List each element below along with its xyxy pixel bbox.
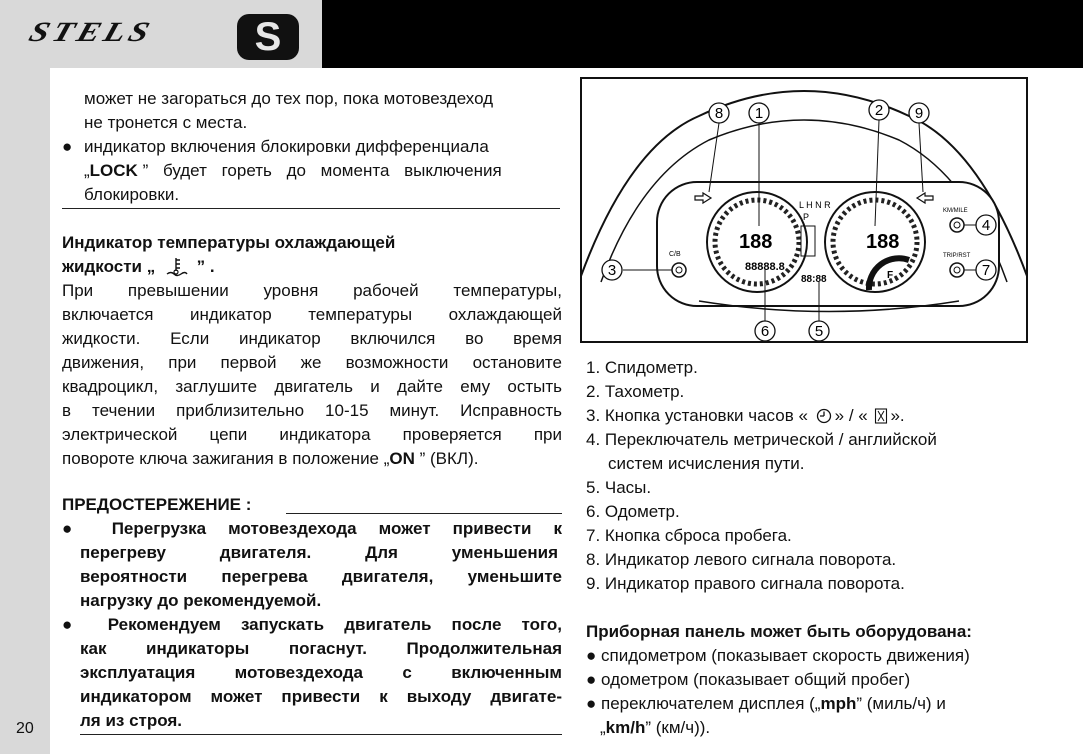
on-word: ON	[389, 449, 415, 468]
warning-2-line-4: индикатором может привести к выходу двигате-	[80, 687, 562, 706]
legend-9: 9. Индикатор правого сигнала поворота.	[586, 574, 905, 593]
on-after: ” (ВКЛ).	[419, 449, 479, 468]
equipment-heading: Приборная панель может быть оборудована:	[586, 622, 972, 641]
on-before: повороте ключа зажигания в положение „	[62, 449, 390, 468]
callout-9: 9	[914, 105, 924, 122]
switch-open: „	[600, 718, 606, 737]
divider	[62, 208, 560, 209]
legend-3	[586, 404, 905, 431]
temp-text-line-4: движения, при первой же возможности остановите	[62, 353, 562, 372]
equipment-item-3-cont	[600, 716, 710, 740]
temp-text-line-1: При превышении уровня рабочей температуры,	[62, 281, 562, 300]
lock-rest: ” будет гореть до момента выключения	[142, 161, 502, 180]
warning-2-line-2: как индикаторы погаснут. Продолжительная	[80, 639, 562, 658]
callout-6: 6	[760, 323, 770, 340]
warning-2-line-1: ● Рекомендуем запускать двигатель после того,	[62, 615, 562, 634]
equipment-item-2: ● одометром (показывает общий пробег)	[586, 670, 911, 689]
legend-7: 7. Кнопка сброса пробега.	[586, 526, 792, 545]
warning-1-line-2: перегреву двигателя. Для уменьшения	[80, 543, 558, 562]
odometer-digits: 88888.8	[745, 261, 785, 273]
warning-2-line-5: ля из строя.	[80, 711, 183, 730]
callout-7: 7	[981, 262, 991, 279]
switch-mph: mph	[820, 694, 857, 713]
temp-text-line-6: в течении приблизительно 10-15 минут. Исправность	[62, 401, 562, 420]
brand-area	[0, 0, 322, 68]
lock-bullet-line-3: блокировки.	[84, 185, 180, 204]
temp-heading-line-1: Индикатор температуры охлаждающей	[62, 233, 396, 252]
temp-text-line-3: жидкости. Если индикатор включился во время	[62, 329, 562, 348]
warning-1-line-4: нагрузку до рекомендуемой.	[80, 591, 322, 610]
temp-text-line-2: включается индикатор температуры охлаждающей	[62, 305, 562, 324]
temp-heading-close: ” .	[196, 257, 215, 276]
callout-4: 4	[981, 217, 991, 234]
temp-heading-text: жидкости „	[62, 257, 156, 276]
legend-8: 8. Индикатор левого сигнала поворота.	[586, 550, 897, 569]
switch-middle: ” (миль/ч) и	[856, 694, 946, 713]
legend-3-end: ».	[890, 406, 905, 425]
bottom-rule	[80, 734, 562, 735]
intro-line-1: может не загораться до тех пор, пока мотовездеход	[84, 89, 494, 108]
tachometer-digits: 188	[866, 231, 900, 253]
warning-heading-line	[286, 513, 562, 514]
switch-kmh: km/h	[605, 718, 646, 737]
legend-1: 1. Спидометр.	[586, 358, 698, 377]
lock-bullet-line-2	[84, 159, 502, 183]
clock-digits: 88:88	[801, 274, 827, 285]
legend-3-mid: » / «	[834, 406, 868, 425]
legend-4: 4. Переключатель метрической / английской	[586, 430, 937, 449]
page-number: 20	[16, 720, 34, 737]
lock-bullet-line-1: индикатор включения блокировки дифференциала	[84, 137, 489, 156]
unit-button-label: KM/MILE	[943, 208, 968, 214]
temp-text-line-5: квадроцикл, заглушите двигатель и дайте ему остыть	[62, 377, 562, 396]
legend-5: 5. Часы.	[586, 478, 652, 497]
equipment-item-1: ● спидометром (показывает скорость движения)	[586, 646, 970, 665]
lock-bullet-mark: ●	[62, 137, 73, 156]
quote-open: „	[84, 161, 90, 180]
temp-text-line-8	[62, 447, 478, 471]
equipment-item-3	[586, 692, 946, 716]
fuel-label: F	[887, 270, 894, 281]
speedometer-digits: 188	[739, 231, 773, 253]
lock-word: LOCK	[89, 161, 138, 180]
reset-button-label: TRIP/RST	[943, 253, 971, 259]
callout-5: 5	[814, 323, 824, 340]
clock-button-label: C/B	[669, 251, 681, 258]
intro-line-2: не тронется с места.	[84, 113, 248, 132]
switch-end: ” (км/ч)).	[645, 718, 711, 737]
warning-1-line-3: вероятности перегрева двигателя, уменьшите	[80, 567, 562, 586]
gear-letters: L H N R	[799, 200, 831, 210]
callout-8: 8	[714, 105, 724, 122]
legend-6: 6. Одометр.	[586, 502, 680, 521]
side-margin-bar	[0, 68, 50, 754]
callout-2: 2	[874, 102, 884, 119]
instrument-panel-diagram	[579, 76, 1029, 344]
gear-p: P	[803, 212, 810, 222]
temp-text-line-7: электрической цепи индикатора проверяется при	[62, 425, 562, 444]
callout-3: 3	[607, 262, 617, 279]
brand-logo-text: STELS	[25, 17, 158, 48]
legend-4-cont: систем исчисления пути.	[608, 454, 805, 473]
callout-1: 1	[754, 105, 764, 122]
legend-2: 2. Тахометр.	[586, 382, 685, 401]
warning-1-line-1: ● Перегрузка мотовездехода может привести к	[62, 519, 562, 538]
warning-2-line-3: эксплуатация мотовездехода с включенным	[80, 663, 562, 682]
warning-heading: ПРЕДОСТЕРЕЖЕНИЕ :	[62, 495, 252, 514]
legend-3-text: 3. Кнопка установки часов «	[586, 406, 808, 425]
brand-logo-badge: S	[237, 14, 299, 60]
switch-before: ● переключателем дисплея („	[586, 694, 821, 713]
